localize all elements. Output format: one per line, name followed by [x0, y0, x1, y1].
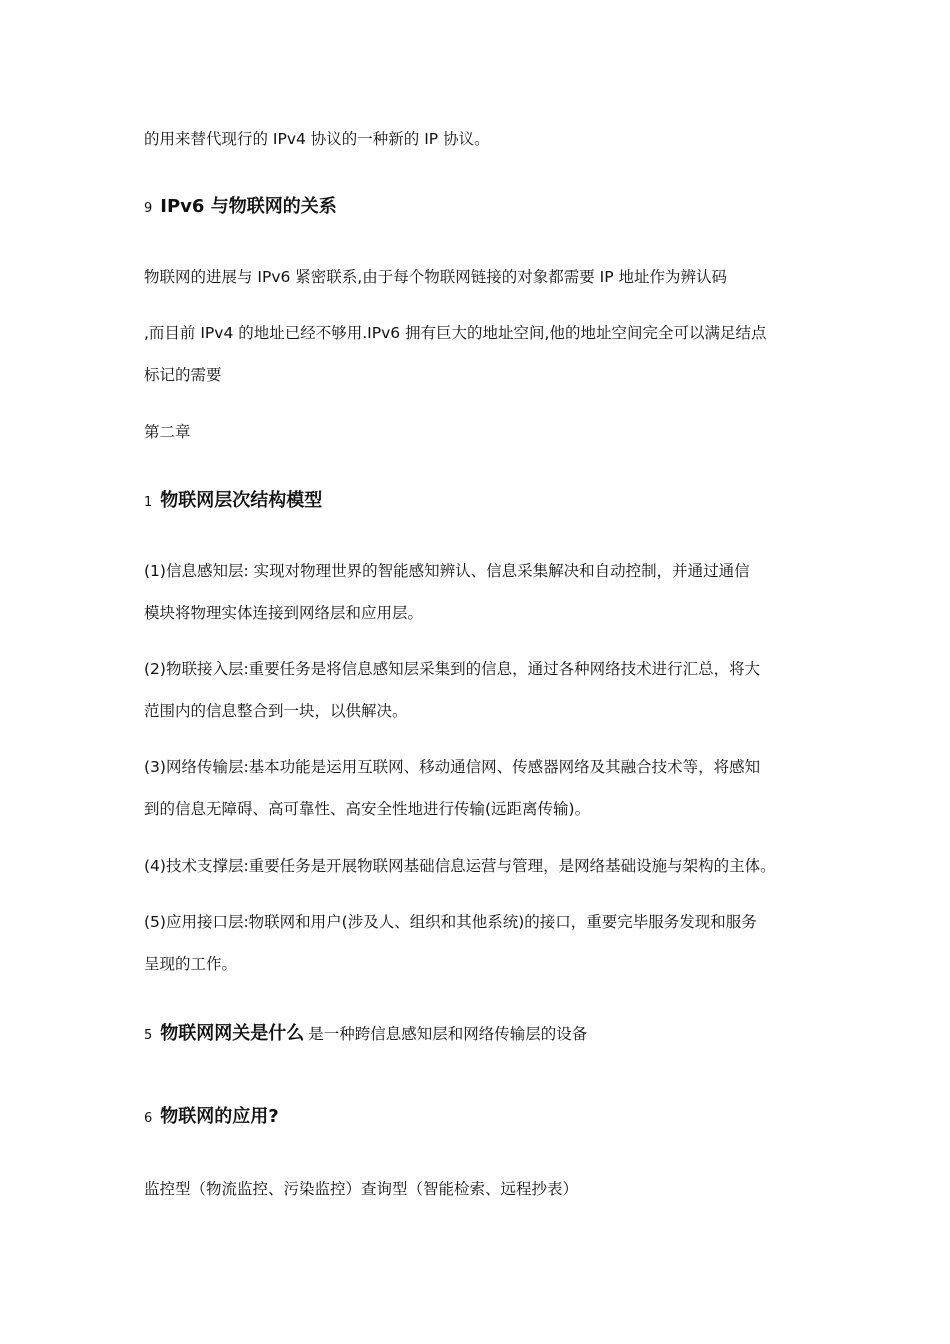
- section-title: 物联网网关是什么: [160, 1023, 305, 1044]
- section-number: 5: [144, 1028, 153, 1043]
- paragraph-line: ,而目前 IPv4 的地址已经不够用.IPv6 拥有巨大的地址空间,他的地址空间完全可以满足结点: [144, 324, 767, 342]
- paragraph-line: 模块将物理实体连接到网络层和应用层。: [144, 604, 424, 622]
- section-number: 6: [144, 1111, 153, 1126]
- paragraph-line: (2)物联接入层:重要任务是将信息感知层采集到的信息，通过各种网络技术进行汇总，将大: [144, 660, 761, 678]
- section-answer: 是一种跨信息感知层和网络传输层的设备: [308, 1025, 588, 1043]
- paragraph-line: (3)网络传输层:基本功能是运用互联网、移动通信网、传感器网络及其融合技术等，将感知: [144, 758, 761, 776]
- section-title: IPv6 与物联网的关系: [160, 196, 337, 217]
- intro-line: 的用来替代现行的 IPv4 协议的一种新的 IP 协议。: [144, 130, 490, 148]
- section-title: 物联网的应用?: [160, 1106, 279, 1127]
- paragraph-line: 监控型（物流监控、污染监控）查询型（智能检索、远程抄表）: [144, 1180, 579, 1198]
- section-heading-apps: [144, 1105, 279, 1131]
- paragraph-line: 范围内的信息整合到一块，以供解决。: [144, 702, 408, 720]
- section-heading-gateway: [144, 1022, 587, 1048]
- paragraph-line: (1)信息感知层: 实现对物理世界的智能感知辨认、信息采集解决和自动控制，并通过通信: [144, 562, 750, 580]
- paragraph-line: 到的信息无障碍、高可靠性、高安全性地进行传输(远距离传输)。: [144, 800, 591, 818]
- paragraph-line: (4)技术支撑层:重要任务是开展物联网基础信息运营与管理，是网络基础设施与架构的主体。: [144, 857, 776, 875]
- section-number: 1: [144, 495, 153, 510]
- section-title: 物联网层次结构模型: [160, 490, 323, 511]
- section-number: 9: [144, 201, 153, 216]
- chapter-title: 第二章: [144, 423, 191, 441]
- paragraph-line: 标记的需要: [144, 366, 222, 384]
- paragraph-line: (5)应用接口层:物联网和用户(涉及人、组织和其他系统)的接口，重要完毕服务发现和服务: [144, 913, 757, 931]
- section-heading-ipv6: [144, 195, 337, 221]
- paragraph-line: 物联网的进展与 IPv6 紧密联系,由于每个物联网链接的对象都需要 IP 地址作为辨认码: [144, 268, 728, 286]
- section-heading-layers: [144, 489, 322, 515]
- paragraph-line: 呈现的工作。: [144, 955, 238, 973]
